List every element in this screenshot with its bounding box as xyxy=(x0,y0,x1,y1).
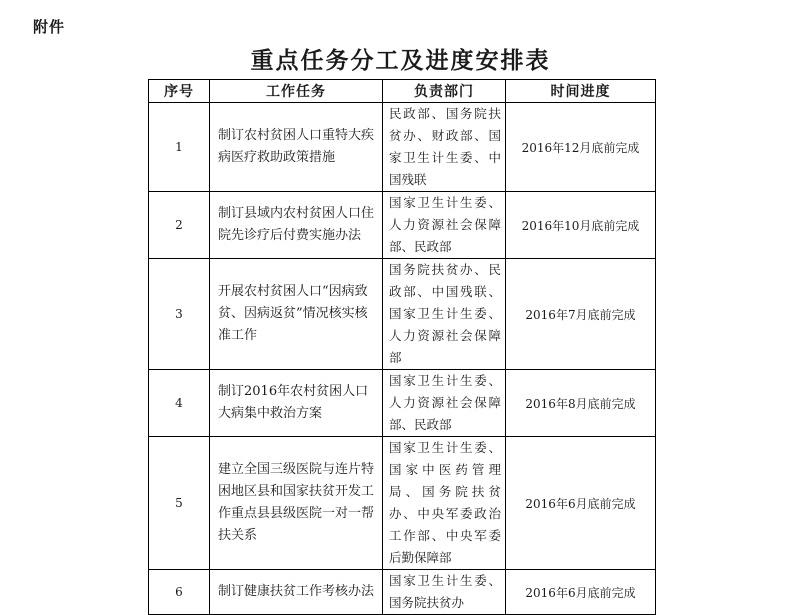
row-task: 制订健康扶贫工作考核办法 xyxy=(210,570,383,615)
row-deadline: 2016年8月底前完成 xyxy=(506,370,656,437)
row-number: 1 xyxy=(149,103,210,192)
column-header-time: 时间进度 xyxy=(506,80,656,103)
table-row xyxy=(149,259,656,370)
row-department: 国家卫生计生委、人力资源社会保障部、民政部 xyxy=(383,370,506,437)
row-number: 4 xyxy=(149,370,210,437)
row-task: 制订2016年农村贫困人口大病集中救治方案 xyxy=(210,370,383,437)
row-deadline: 2016年10月底前完成 xyxy=(506,192,656,259)
row-department: 国务院扶贫办、民政部、中国残联、国家卫生计生委、人力资源社会保障部 xyxy=(383,259,506,370)
task-schedule-table xyxy=(148,79,656,615)
row-task: 制订县域内农村贫困人口住院先诊疗后付费实施办法 xyxy=(210,192,383,259)
column-header-dept: 负责部门 xyxy=(383,80,506,103)
column-header-task: 工作任务 xyxy=(210,80,383,103)
row-task: 开展农村贫困人口“因病致贫、因病返贫”情况核实核准工作 xyxy=(210,259,383,370)
row-deadline: 2016年6月底前完成 xyxy=(506,437,656,570)
row-deadline: 2016年12月底前完成 xyxy=(506,103,656,192)
table-row xyxy=(149,370,656,437)
row-department: 国家卫生计生委、国家中医药管理局、国务院扶贫办、中央军委政治工作部、中央军委后勤保障部 xyxy=(383,437,506,570)
row-number: 5 xyxy=(149,437,210,570)
page-title: 重点任务分工及进度安排表 xyxy=(250,47,551,74)
table-row xyxy=(149,103,656,192)
row-task: 制订农村贫困人口重特大疾病医疗救助政策措施 xyxy=(210,103,383,192)
row-deadline: 2016年6月底前完成 xyxy=(506,570,656,615)
row-department: 民政部、国务院扶贫办、财政部、国家卫生计生委、中国残联 xyxy=(383,103,506,192)
table-row xyxy=(149,437,656,570)
row-number: 2 xyxy=(149,192,210,259)
attachment-label: 附件 xyxy=(33,18,66,36)
row-number: 3 xyxy=(149,259,210,370)
row-task: 建立全国三级医院与连片特困地区县和国家扶贫开发工作重点县县级医院一对一帮扶关系 xyxy=(210,437,383,570)
row-department: 国家卫生计生委、国务院扶贫办 xyxy=(383,570,506,615)
table-header-row xyxy=(149,80,656,103)
table-row xyxy=(149,192,656,259)
row-department: 国家卫生计生委、人力资源社会保障部、民政部 xyxy=(383,192,506,259)
row-number: 6 xyxy=(149,570,210,615)
table-row xyxy=(149,570,656,615)
row-deadline: 2016年7月底前完成 xyxy=(506,259,656,370)
column-header-num: 序号 xyxy=(149,80,210,103)
